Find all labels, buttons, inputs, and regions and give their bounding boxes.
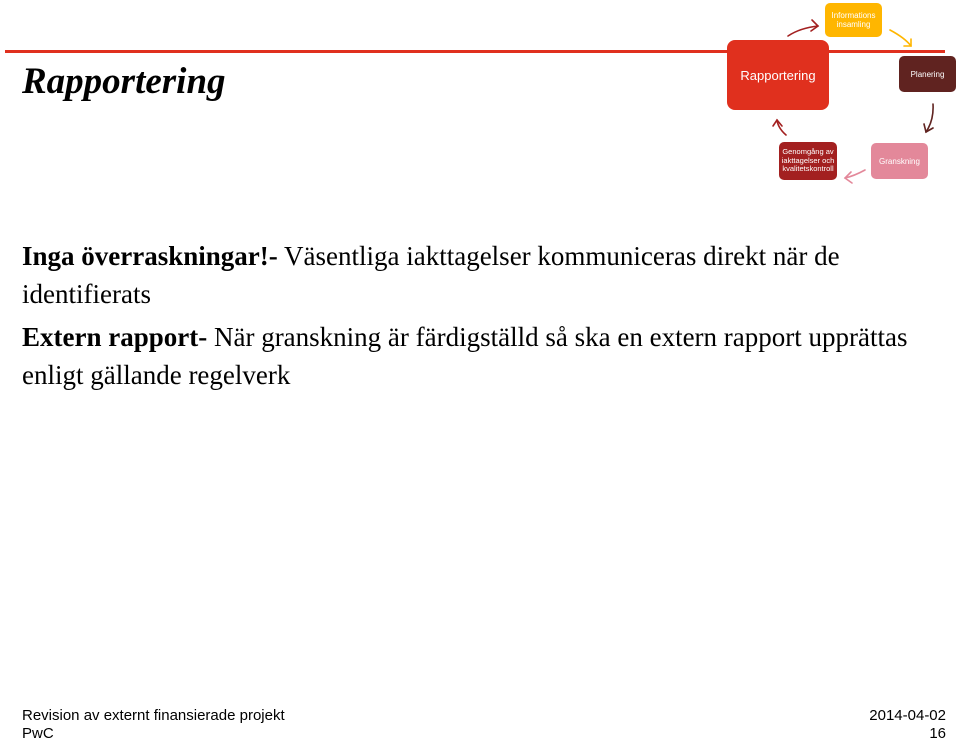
paragraph-lead: Inga överraskningar!-	[22, 241, 278, 271]
arrow-granskning-to-genomgang	[845, 170, 865, 178]
paragraph-overraskningar	[22, 237, 942, 313]
cycle-step-granskning: Granskning	[871, 143, 928, 179]
cycle-step-planering: Planering	[899, 56, 956, 92]
arrow-info-to-planering	[890, 30, 911, 46]
cycle-step-informationsinsamling: Informations insamling	[825, 3, 882, 37]
cycle-step-rapportering: Rapportering	[727, 40, 829, 110]
footer-date: 2014-04-02	[869, 707, 946, 724]
arrow-rapportering-to-info	[788, 26, 818, 36]
footer-org: PwC	[22, 725, 54, 742]
paragraph-extern-rapport	[22, 318, 942, 394]
arrow-planering-to-granskning	[926, 104, 933, 132]
cycle-step-genomgang: Genomgång av iakttagelser och kvalitetskontroll	[779, 142, 837, 180]
paragraph-lead: Extern rapport-	[22, 322, 208, 352]
paragraph-body: När granskning är färdigställd så ska en extern rapport upprättas enligt gällande regelverk	[22, 322, 908, 390]
footer-title: Revision av externt finansierade projekt	[22, 707, 285, 724]
arrow-genomgang-to-rapportering	[777, 120, 786, 135]
footer-page-number: 16	[929, 725, 946, 742]
paragraph-body: Väsentliga iakttagelser kommuniceras direkt när de identifierats	[22, 241, 840, 309]
slide-title: Rapportering	[22, 61, 226, 102]
